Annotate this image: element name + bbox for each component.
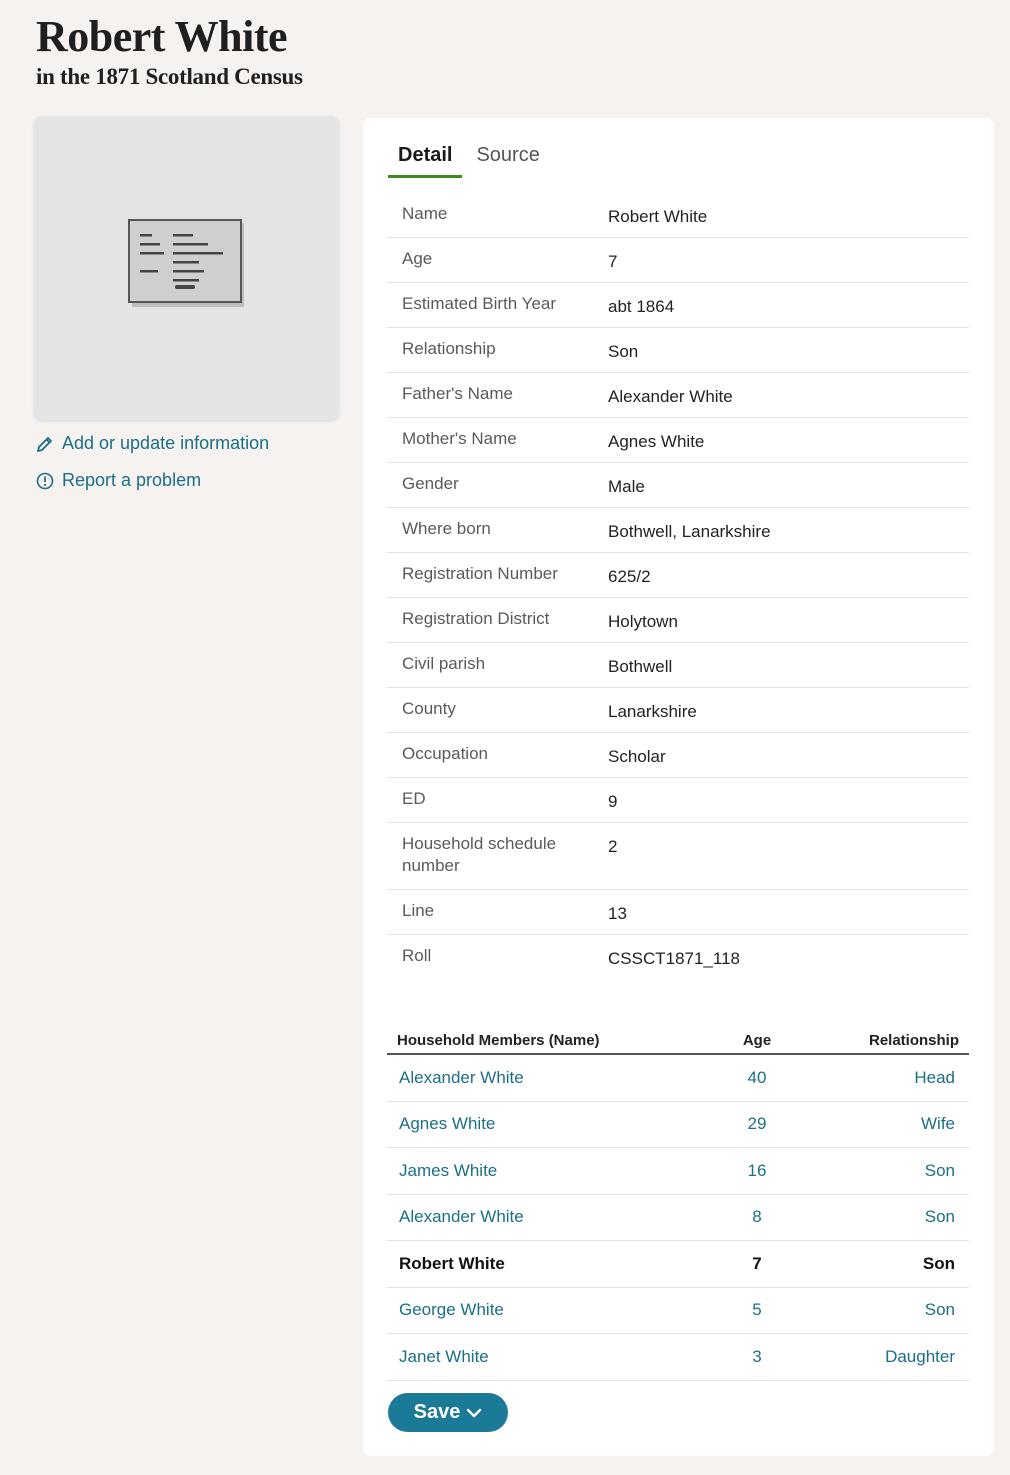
save-button[interactable] xyxy=(388,1393,508,1432)
member-age[interactable]: 29 xyxy=(747,1114,767,1134)
member-name[interactable]: Janet White xyxy=(399,1346,489,1366)
member-name[interactable]: Alexander White xyxy=(399,1207,524,1227)
household-member-row[interactable] xyxy=(387,1195,969,1242)
member-name[interactable]: James White xyxy=(399,1160,498,1180)
report-problem-link[interactable] xyxy=(36,470,201,491)
member-relationship[interactable]: Son xyxy=(924,1300,955,1320)
member-name[interactable]: Agnes White xyxy=(399,1114,496,1134)
detail-label: Age xyxy=(402,249,433,268)
household-member-row[interactable] xyxy=(387,1102,969,1149)
detail-value: Bothwell, Lanarkshire xyxy=(608,522,771,541)
detail-value: CSSCT1871_118 xyxy=(608,949,740,968)
detail-value: Son xyxy=(608,342,639,361)
household-member-row[interactable] xyxy=(387,1148,969,1195)
household-member-row[interactable] xyxy=(387,1288,969,1335)
detail-row xyxy=(387,733,969,778)
member-relationship[interactable]: Son xyxy=(924,1207,955,1227)
detail-row xyxy=(387,463,969,508)
member-relationship[interactable]: Head xyxy=(914,1067,955,1087)
member-age[interactable]: 40 xyxy=(747,1067,767,1087)
detail-label: Relationship xyxy=(402,339,496,358)
detail-row xyxy=(387,373,969,418)
detail-value: 2 xyxy=(608,837,618,856)
member-name: Robert White xyxy=(399,1253,505,1273)
household-table xyxy=(387,1024,969,1381)
member-relationship[interactable]: Son xyxy=(924,1160,955,1180)
detail-row xyxy=(387,418,969,463)
member-age[interactable]: 8 xyxy=(752,1207,762,1227)
detail-label: Registration District xyxy=(402,609,550,628)
member-age[interactable]: 3 xyxy=(752,1346,762,1366)
record-image-icon xyxy=(128,219,246,309)
member-relationship[interactable]: Daughter xyxy=(885,1346,955,1366)
add-update-info-link[interactable] xyxy=(36,433,269,454)
detail-row xyxy=(387,778,969,823)
member-age: 7 xyxy=(752,1253,762,1273)
detail-label: Civil parish xyxy=(402,654,486,673)
member-age[interactable]: 5 xyxy=(752,1300,762,1320)
detail-label: Household schedule number xyxy=(402,834,557,875)
detail-value: Alexander White xyxy=(608,387,733,406)
member-relationship: Son xyxy=(922,1253,955,1273)
report-problem-label: Report a problem xyxy=(62,470,202,490)
detail-row xyxy=(387,890,969,935)
detail-label: Gender xyxy=(402,474,459,493)
tab-source[interactable]: Source xyxy=(476,144,540,166)
detail-row xyxy=(387,193,969,238)
page-subtitle: in the 1871 Scotland Census xyxy=(36,64,303,89)
detail-table xyxy=(387,193,969,980)
detail-value: 7 xyxy=(608,252,618,271)
pencil-icon xyxy=(36,435,54,453)
detail-label: Line xyxy=(402,901,435,920)
detail-label: Mother's Name xyxy=(402,429,517,448)
detail-row xyxy=(387,553,969,598)
household-header-relationship: Relationship xyxy=(868,1032,959,1049)
chevron-down-icon xyxy=(466,1407,482,1419)
detail-value: Male xyxy=(608,477,645,496)
detail-row xyxy=(387,508,969,553)
record-tabs xyxy=(388,142,554,178)
page-title: Robert White xyxy=(36,12,288,61)
detail-row xyxy=(387,598,969,643)
detail-row xyxy=(387,688,969,733)
detail-row xyxy=(387,643,969,688)
detail-value: Scholar xyxy=(608,747,666,766)
detail-value: abt 1864 xyxy=(608,297,675,316)
household-member-row[interactable] xyxy=(387,1055,969,1102)
detail-value: 13 xyxy=(608,904,627,923)
member-age[interactable]: 16 xyxy=(747,1160,767,1180)
detail-row xyxy=(387,328,969,373)
detail-label: Estimated Birth Year xyxy=(402,294,557,313)
detail-row xyxy=(387,238,969,283)
detail-row xyxy=(387,283,969,328)
detail-row xyxy=(387,935,969,980)
alert-circle-icon xyxy=(36,472,54,490)
member-name[interactable]: Alexander White xyxy=(399,1067,524,1087)
tab-detail[interactable]: Detail xyxy=(388,142,462,178)
household-member-row-current xyxy=(387,1241,969,1288)
detail-label: Registration Number xyxy=(402,564,558,583)
detail-value: Robert White xyxy=(608,207,708,226)
add-update-info-label: Add or update information xyxy=(62,433,270,453)
detail-row xyxy=(387,823,969,890)
detail-label: Father's Name xyxy=(402,384,513,403)
household-header xyxy=(387,1024,969,1055)
detail-value: Agnes White xyxy=(608,432,705,451)
household-member-row[interactable] xyxy=(387,1334,969,1381)
household-header-name: Household Members (Name) xyxy=(397,1032,600,1049)
detail-label: Occupation xyxy=(402,744,488,763)
household-header-age: Age xyxy=(742,1032,772,1049)
detail-label: County xyxy=(402,699,456,718)
record-thumbnail[interactable] xyxy=(34,116,339,420)
record-panel xyxy=(363,118,994,1456)
detail-value: Holytown xyxy=(608,612,678,631)
detail-label: Roll xyxy=(402,946,432,965)
detail-value: Lanarkshire xyxy=(608,702,697,721)
detail-label: ED xyxy=(402,789,426,808)
member-name[interactable]: George White xyxy=(399,1300,504,1320)
detail-value: 9 xyxy=(608,792,618,811)
member-relationship[interactable]: Wife xyxy=(921,1114,955,1134)
detail-label: Where born xyxy=(402,519,491,538)
detail-value: Bothwell xyxy=(608,657,673,676)
save-label: Save xyxy=(413,1401,461,1423)
detail-label: Name xyxy=(402,204,448,223)
detail-value: 625/2 xyxy=(608,567,651,586)
